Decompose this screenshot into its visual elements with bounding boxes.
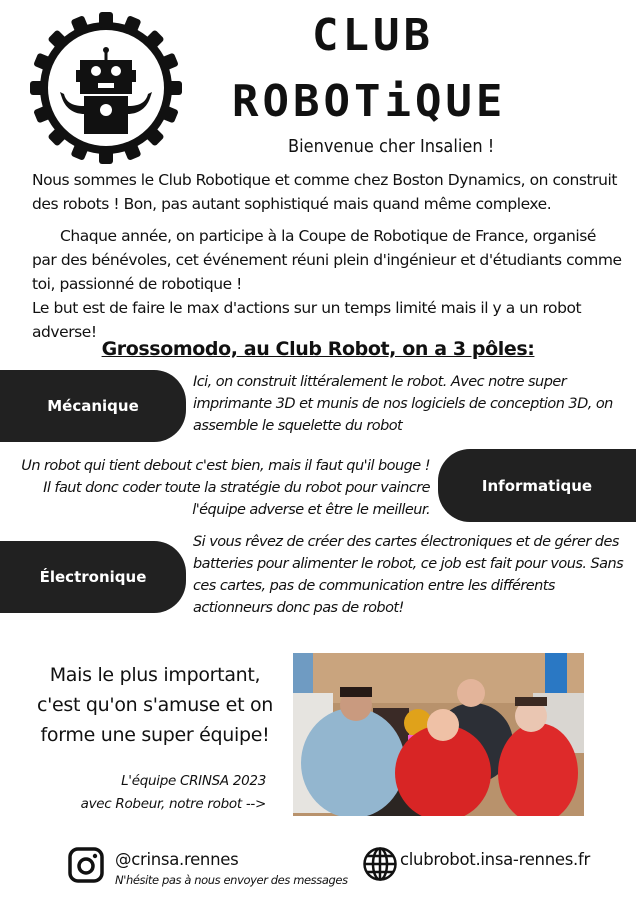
instagram-icon[interactable]: [68, 847, 104, 883]
website-link[interactable]: clubrobot.insa-rennes.fr: [400, 850, 590, 869]
pole-electronique-pill: [0, 541, 186, 613]
coupe-rest: par des bénévoles, cet événement réuni plein d'ingénieur et d'étudiants comme toi, passionné de robotique !: [32, 251, 622, 293]
tagline-line: c'est qu'on s'amuse et on: [36, 694, 274, 716]
instagram-subtext: N'hésite pas à nous envoyer des messages: [115, 873, 348, 887]
tagline-line: forme une super équipe!: [40, 724, 270, 746]
robotique-title: ROBOTiQUE: [232, 76, 507, 127]
tagline-line: Mais le plus important,: [49, 664, 261, 686]
pole-informatique-description: [10, 455, 430, 521]
pole-label: Informatique: [481, 476, 593, 495]
pole-mecanique-description: Ici, on construit littéralement le robot. Avec notre super imprimante 3D et munis de nos logiciels de conception 3D, on assemble le squelette du robot: [193, 374, 613, 434]
desc-line: l'équipe adverse et être le meilleur.: [192, 502, 430, 518]
pole-informatique-pill: [438, 449, 636, 522]
goal-paragraph: Le but est de faire le max d'actions sur un temps limité mais il y a un robot adverse!: [32, 299, 582, 341]
caption-line: avec Robeur, notre robot -->: [80, 796, 266, 812]
intro-paragraph: Nous sommes le Club Robotique et comme chez Boston Dynamics, on construit des robots ! Bon, pas autant sophistiqué mais quand même complexe.: [32, 171, 617, 213]
team-tagline: [20, 660, 290, 750]
desc-line: Il faut donc coder toute la stratégie du robot pour vaincre: [43, 480, 430, 496]
welcome-text: Bienvenue cher Insalien !: [288, 136, 495, 157]
robot-gear-logo: [30, 12, 182, 164]
pole-electronique-description: Si vous rêvez de créer des cartes électroniques et de gérer des batteries pour alimenter le robot, ce job est fait pour vous. Sans ces cartes, pas de communication entre les différents actionneurs donc pas de robot!: [193, 534, 624, 616]
photo-caption: [81, 770, 266, 816]
poles-heading: Grossomodo, au Club Robot, on a 3 pôles:: [101, 338, 535, 360]
globe-icon: [362, 846, 398, 882]
caption-line: L'équipe CRINSA 2023: [121, 773, 266, 789]
pole-mecanique-pill: [0, 370, 186, 442]
coupe-paragraph: [32, 224, 622, 344]
team-photo: [293, 653, 584, 816]
pole-label: Électronique: [39, 568, 147, 586]
coupe-line1: Chaque année, on participe à la Coupe de Robotique de France, organisé: [60, 227, 596, 245]
desc-line: Un robot qui tient debout c'est bien, mais il faut qu'il bouge !: [21, 458, 430, 474]
pole-label: Mécanique: [47, 397, 139, 415]
instagram-handle[interactable]: @crinsa.rennes: [115, 850, 239, 869]
club-title: CLUB: [312, 10, 434, 61]
